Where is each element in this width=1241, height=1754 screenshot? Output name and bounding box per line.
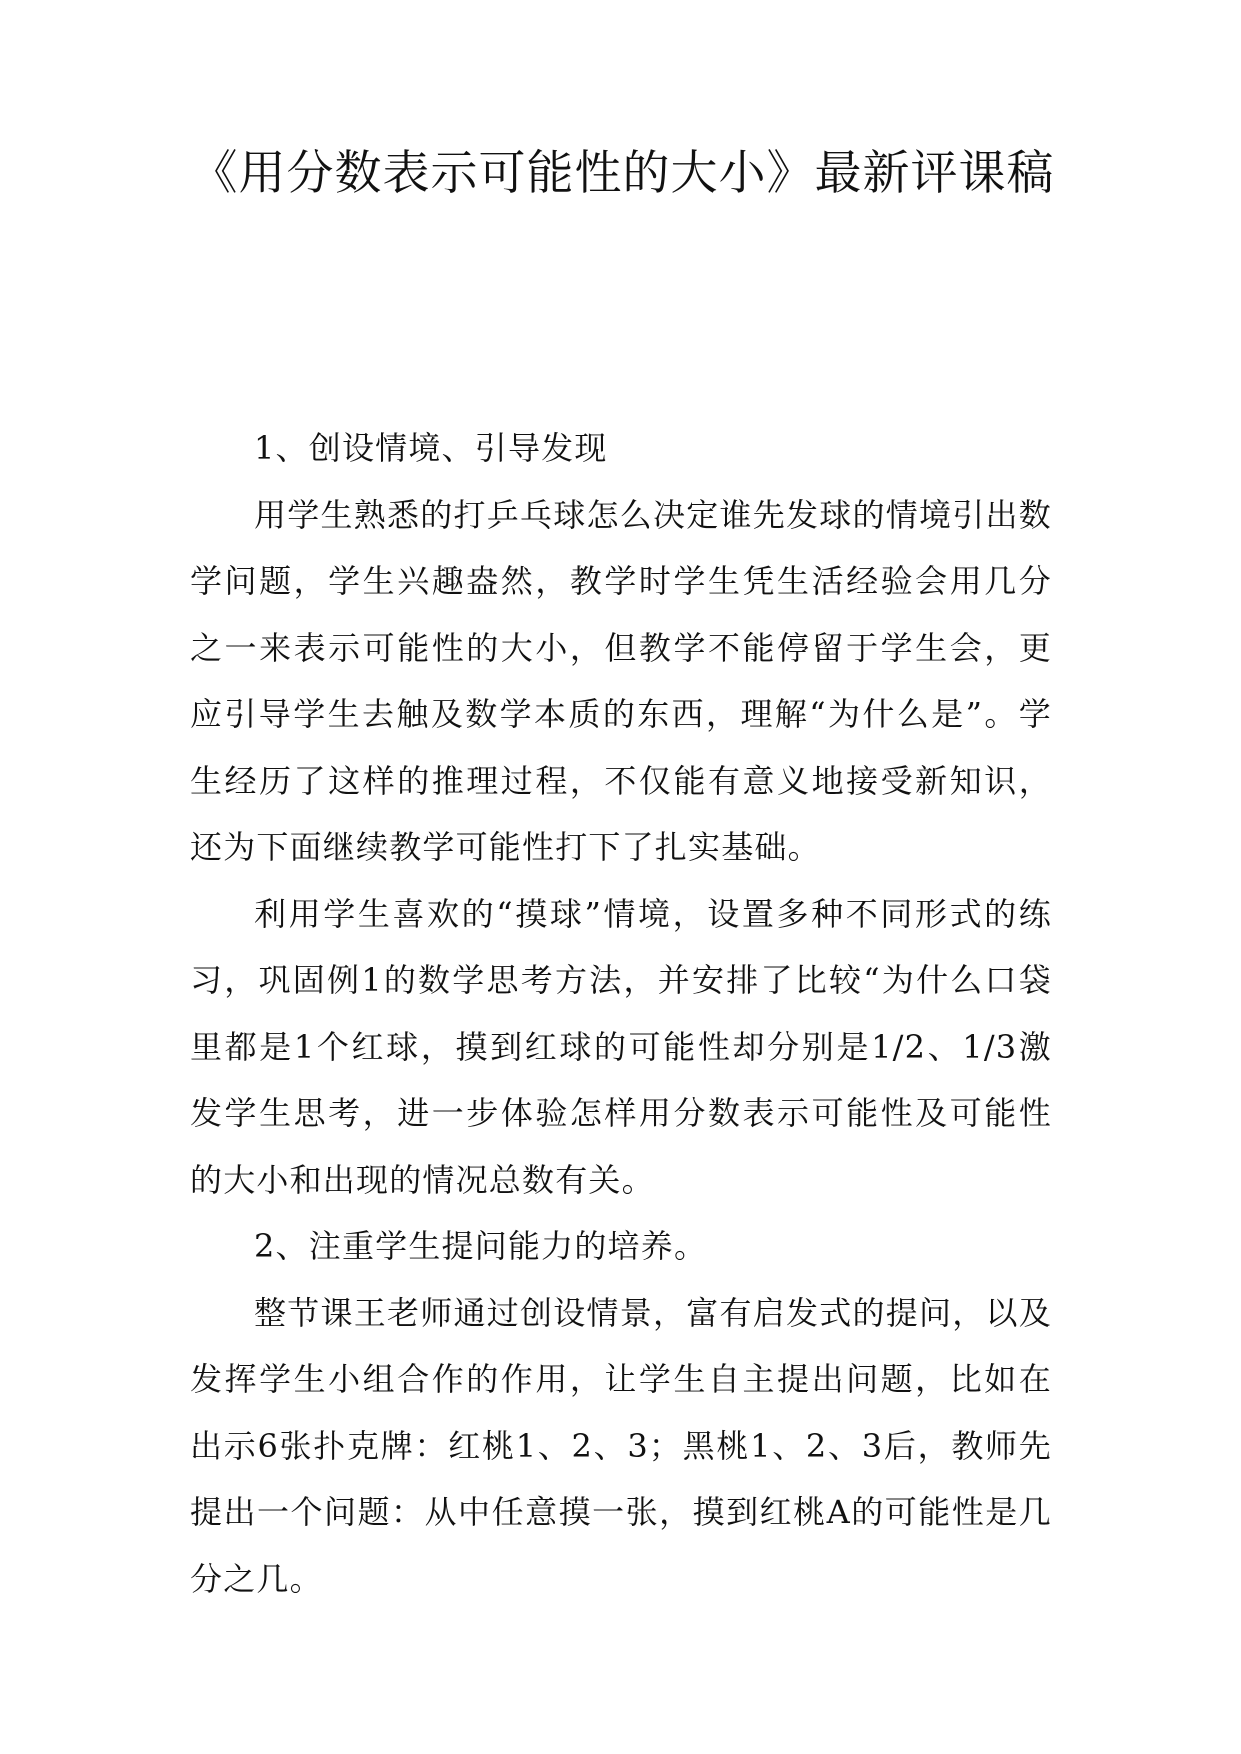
section-heading-2: 2、注重学生提问能力的培养。 (254, 1227, 708, 1265)
paragraph-ping-pong-context: 用学生熟悉的打乒乓球怎么决定谁先发球的情境引出数学问题，学生兴趣盎然，教学时学生凭生活经验会用几分之一来表示可能性的大小，但教学不能停留于学生会，更应引导学生去触及数学本质的东西，理解“为什么是”。学生经历了这样的推理过程，不仅能有意义地接受新知识，还为下面继续教学可能性打下了扎实基础。 (190, 495, 1052, 866)
paragraph-questioning-ability: 整节课王老师通过创设情景，富有启发式的提问，以及发挥学生小组合作的作用，让学生自主提出问题，比如在出示6张扑克牌：红桃1、2、3；黑桃1、2、3后，教师先提出一个问题：从中任意摸一张，摸到红桃A的可能性是几分之几。 (190, 1293, 1052, 1598)
paragraph-ball-drawing-context: 利用学生喜欢的“摸球”情境，设置多种不同形式的练习，巩固例1的数学思考方法，并安排了比较“为什么口袋里都是1个红球，摸到红球的可能性却分别是1/2、1/3激发学生思考，进一步体验怎样用分数表示可能性及可能性的大小和出现的情况总数有关。 (190, 894, 1052, 1199)
document-title: 《用分数表示可能性的大小》最新评课稿 (190, 146, 1055, 201)
section-heading-1: 1、创设情境、引导发现 (254, 429, 608, 467)
document-body (190, 415, 1052, 1612)
